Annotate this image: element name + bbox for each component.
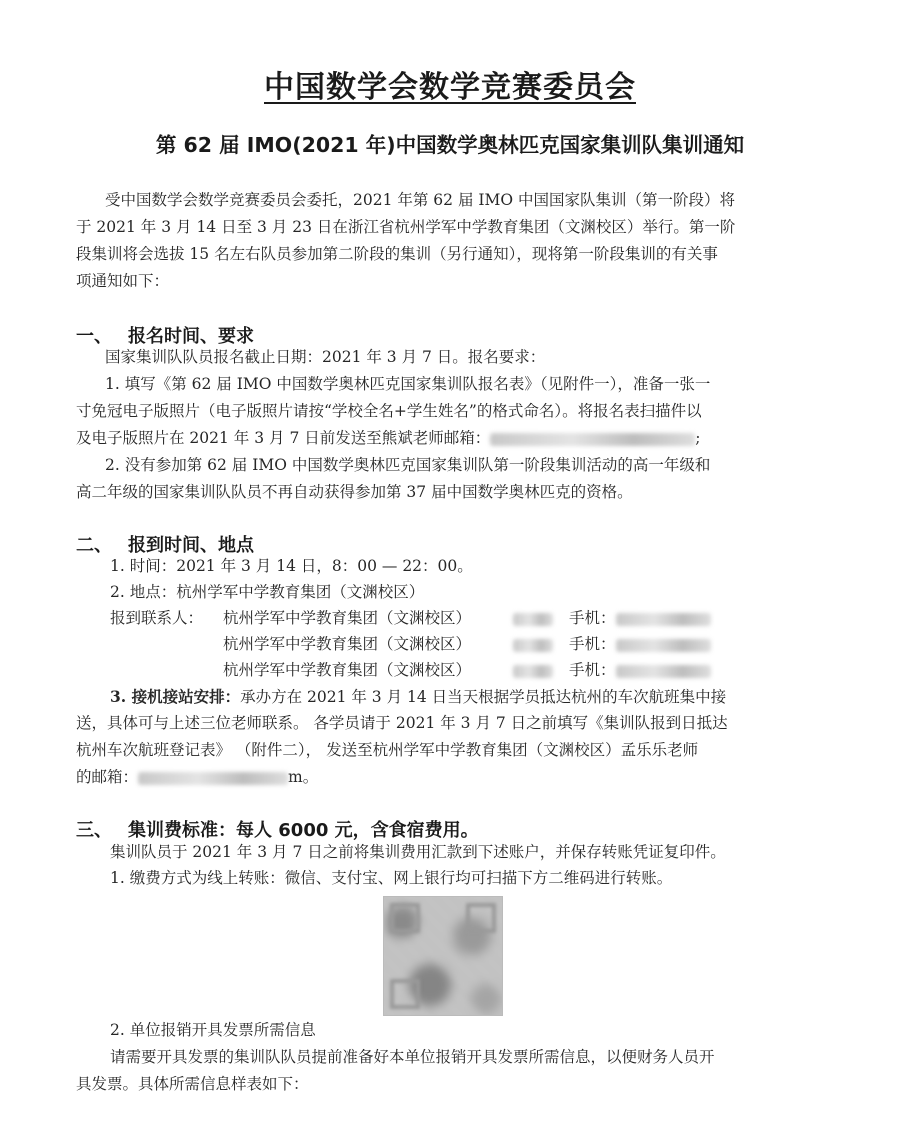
invoice-line: 请需要开具发票的集训队队员提前准备好本单位报销开具发票所需信息，以便财务人员开 bbox=[110, 1048, 715, 1066]
section-title: 集训费标准：每人 6000 元，含食宿费用。 bbox=[128, 820, 479, 841]
page-subtitle: 第 62 届 IMO(2021 年)中国数学奥林匹克国家集训队集训通知 bbox=[155, 133, 745, 157]
contact-row bbox=[223, 631, 711, 658]
section1-line: 1. 填写《第 62 届 IMO 中国数学奥林匹克国家集训队报名表》（见附件一），准备一张一 bbox=[105, 375, 711, 393]
redacted-phone bbox=[616, 613, 711, 626]
section1-line: 国家集训队队员报名截止日期：2021 年 3 月 7 日。报名要求： bbox=[105, 348, 546, 366]
redacted-name bbox=[513, 613, 553, 626]
section-title: 报到时间、地点 bbox=[128, 535, 254, 556]
contact-school: 杭州学军中学教育集团（文渊校区） bbox=[223, 635, 472, 653]
section3-line: 1. 缴费方式为线上转账：微信、支付宝、网上银行均可扫描下方二维码进行转账。 bbox=[110, 869, 673, 887]
section-title: 报名时间、要求 bbox=[128, 326, 254, 347]
contact-row bbox=[110, 605, 711, 632]
pickup-line: 杭州车次航班登记表》 （附件二）， 发送至杭州学军中学教育集团（文渊校区）孟乐乐老师 bbox=[76, 741, 699, 759]
qr-finder-icon bbox=[390, 903, 420, 933]
section1-line: 2. 没有参加第 62 届 IMO 中国数学奥林匹克国家集训队第一阶段集训活动的高一年级和 bbox=[105, 456, 711, 474]
pickup-line bbox=[110, 683, 726, 711]
pickup-label: 3. 接机接站安排： bbox=[110, 687, 241, 706]
redacted-phone bbox=[616, 665, 711, 678]
section3-line: 集训队员于 2021 年 3 月 7 日之前将集训费用汇款到下述账户，并保存转账凭证复印件。 bbox=[110, 843, 726, 861]
contact-school: 杭州学军中学教育集团（文渊校区） bbox=[223, 661, 472, 679]
phone-label: 手机： bbox=[569, 609, 616, 627]
section2-line: 2. 地点：杭州学军中学教育集团（文渊校区） bbox=[110, 583, 425, 601]
pickup-email-line bbox=[76, 764, 318, 791]
payment-qr-code[interactable] bbox=[383, 896, 503, 1016]
invoice-line: 具发票。具体所需信息样表如下： bbox=[76, 1075, 309, 1093]
pickup-line: 的邮箱： bbox=[76, 768, 139, 786]
page-title: 中国数学会数学竞赛委员会 bbox=[264, 70, 636, 105]
intro-line: 于 2021 年 3 月 14 日至 3 月 23 日在浙江省杭州学军中学教育集团（文渊校区）举行。第一阶 bbox=[76, 218, 736, 236]
redacted-phone bbox=[616, 639, 711, 652]
invoice-title: 2. 单位报销开具发票所需信息 bbox=[110, 1021, 316, 1039]
section1-line: 寸免冠电子版照片（电子版照片请按“学校全名+学生姓名”的格式命名）。将报名表扫描件以 bbox=[76, 402, 702, 420]
contact-label: 报到联系人： bbox=[110, 609, 204, 627]
section1-line: 及电子版照片在 2021 年 3 月 7 日前发送至熊斌老师邮箱： bbox=[76, 429, 491, 447]
pickup-text: 承办方在 2021 年 3 月 14 日当天根据学员抵达杭州的车次航班集中接 bbox=[240, 688, 727, 706]
phone-label: 手机： bbox=[569, 661, 616, 679]
redacted-email bbox=[138, 772, 288, 785]
email-tail: ; bbox=[695, 429, 701, 447]
section1-email-line bbox=[76, 425, 700, 452]
qr-finder-icon bbox=[466, 903, 496, 933]
email-tail: m。 bbox=[288, 768, 319, 786]
qr-finder-icon bbox=[390, 979, 420, 1009]
contact-school: 杭州学军中学教育集团（文渊校区） bbox=[223, 609, 472, 627]
intro-line: 段集训将会选拔 15 名左右队员参加第二阶段的集训（另行通知），现将第一阶段集训的有关事 bbox=[76, 245, 718, 263]
section-number: 一、 bbox=[76, 326, 112, 347]
redacted-email bbox=[490, 433, 695, 446]
intro-line: 项通知如下： bbox=[76, 272, 170, 290]
section-number: 三、 bbox=[76, 820, 112, 841]
phone-label: 手机： bbox=[569, 635, 616, 653]
pickup-line: 送，具体可与上述三位老师联系。 各学员请于 2021 年 3 月 7 日之前填写《集训队报到日抵达 bbox=[76, 714, 728, 732]
section-number: 二、 bbox=[76, 535, 112, 556]
redacted-name bbox=[513, 639, 553, 652]
intro-line: 受中国数学会数学竞赛委员会委托，2021 年第 62 届 IMO 中国国家队集训（第一阶段）将 bbox=[105, 191, 736, 209]
redacted-name bbox=[513, 665, 553, 678]
section2-line: 1. 时间：2021 年 3 月 14 日，8：00 — 22：00。 bbox=[110, 557, 473, 575]
section1-line: 高二年级的国家集训队队员不再自动获得参加第 37 届中国数学奥林匹克的资格。 bbox=[76, 483, 633, 501]
contact-row bbox=[223, 657, 711, 684]
